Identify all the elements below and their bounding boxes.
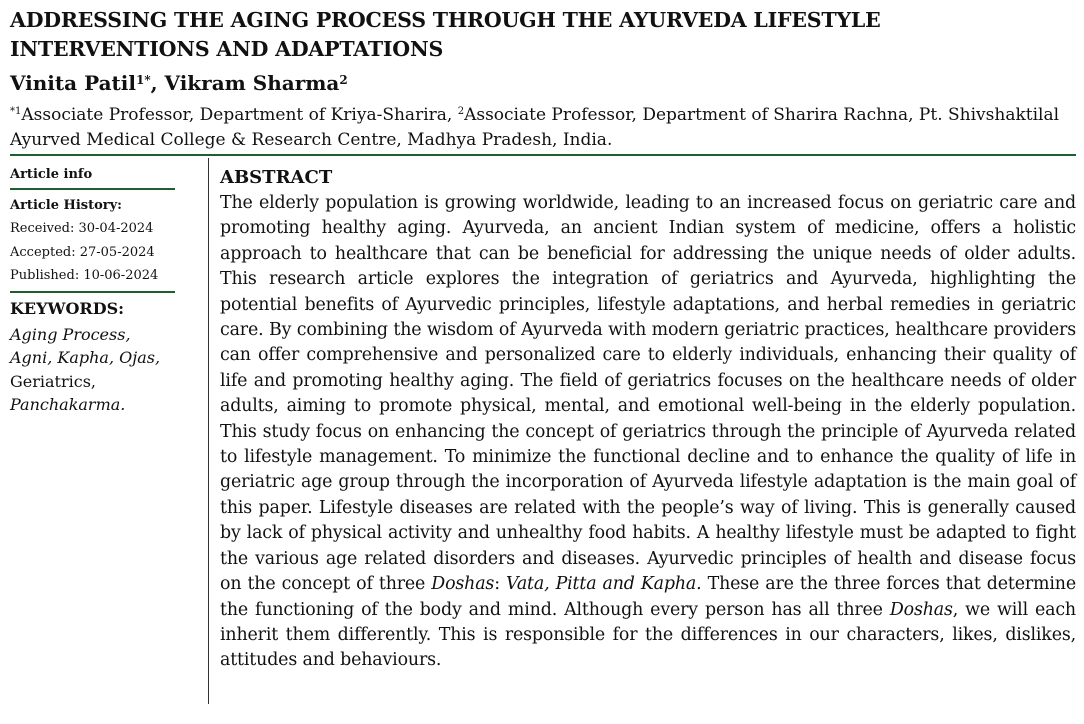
article-info-heading: Article info (10, 167, 93, 182)
author-list (10, 66, 1076, 97)
received-date: Received: 30-04-2024 (10, 221, 154, 236)
author-superscript: 2 (339, 73, 348, 87)
affiliation-text: Associate Professor, Department of Sharira Rachna, Pt. Shivshaktilal Ayurved Medical College & Research Centre, Madhya Pradesh, India. (10, 105, 1060, 150)
abstract-body (220, 191, 1076, 674)
author-name: Vikram Sharma (164, 71, 340, 95)
affiliation (10, 99, 1076, 155)
accepted-date: Accepted: 27-05-2024 (10, 244, 155, 260)
keyword: Aging Process, Agni, Kapha, Ojas, (10, 324, 161, 367)
abstract-section (220, 158, 1076, 674)
column-divider (208, 158, 209, 704)
abstract-text: These are the three forces that determine the functioning of the body and mind. Although every person has all three (220, 574, 1076, 620)
keyword: Geriatrics, (10, 371, 97, 391)
keywords-heading: KEYWORDS: (10, 298, 125, 318)
keywords-list (10, 323, 175, 417)
author-superscript: 1* (135, 73, 151, 87)
affiliation-superscript: 2 (457, 106, 465, 117)
sidebar-rule (10, 188, 175, 190)
affiliation-text: Associate Professor, Department of Kriya-Sharira, (21, 105, 458, 125)
affiliation-superscript: *1 (10, 106, 22, 117)
abstract-text: The elderly population is growing worldwide, leading to an increased focus on geriatric care and promoting healthy aging. Ayurveda, an ancient Indian system of medicine, offers a holistic approach to healthcare that can be beneficial for addressing the unique needs of older adults. This research article explores the integration of geriatrics and Ayurveda, highlighting the potential benefits of Ayurvedic principles, lifestyle adaptations, and herbal remedies in geriatric care. By combining the wisdom of Ayurveda with modern geriatric practices, healthcare providers can offer comprehensive and personalized care to elderly individuals, enhancing their quality of life and promoting healthy aging. The field of geriatrics focuses on the healthcare needs of older adults, aiming to promote physical, mental, and emotional well-being in the elderly population. This study focus on enhancing the concept of geriatrics through the principle of Ayurveda related to lifestyle management. To minimize the functional decline and to enhance the quality of life in geriatric age group through the incorporation of Ayurveda lifestyle adaptation is the main goal of this paper. Lifestyle diseases are related with the people’s way of living. This is generally caused by lack of physical activity and unhealthy food habits. A healthy lifestyle must be adapted to fight the various age related disorders and diseases. Ayurvedic principles of health and disease focus on the concept of three (220, 193, 1076, 595)
article-history-label: Article History: (10, 198, 122, 213)
abstract-italic: Doshas (889, 599, 953, 620)
body-columns (10, 158, 1076, 706)
paper-title: ADDRESSING THE AGING PROCESS THROUGH THE AYURVEDA LIFESTYLE INTERVENTIONS AND ADAPTATIONS (10, 8, 881, 61)
sidebar-rule (10, 291, 175, 293)
abstract-italic: Doshas (431, 574, 495, 595)
author-separator: , (150, 71, 165, 95)
author-name: Vinita Patil (10, 71, 136, 95)
published-date: Published: 10-06-2024 (10, 268, 159, 283)
paper-page (10, 6, 1076, 671)
abstract-heading: ABSTRACT (220, 167, 333, 188)
article-info-sidebar (10, 158, 175, 417)
abstract-text: , we will each inherit them differently. This is responsible for the differences in our characters, likes, dislikes, attitudes and behaviours. (220, 599, 1076, 671)
abstract-italic: Vata, Pitta and Kapha. (506, 574, 702, 595)
header-rule (10, 154, 1076, 156)
keyword: Panchakarma. (10, 395, 126, 414)
abstract-text: : (494, 574, 507, 595)
